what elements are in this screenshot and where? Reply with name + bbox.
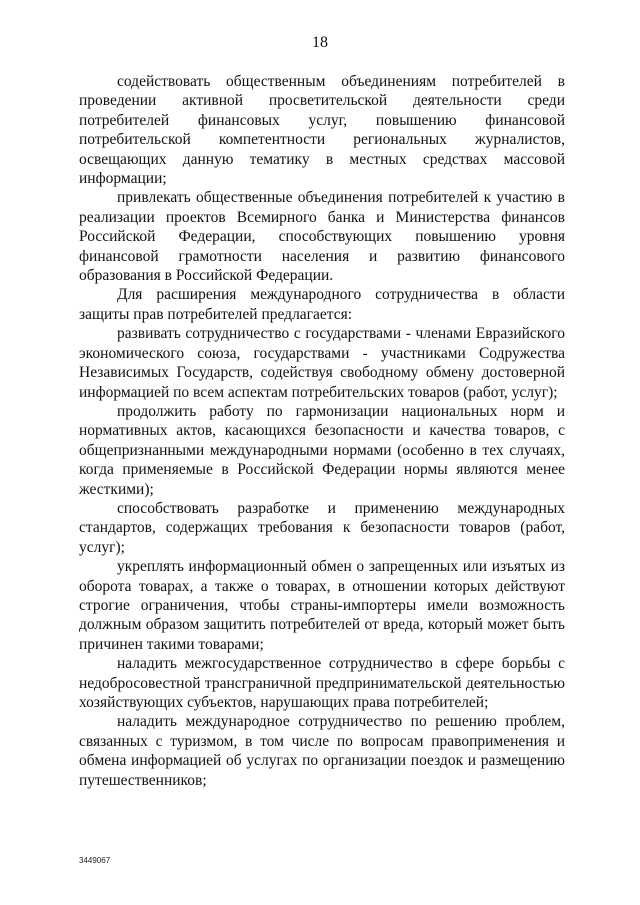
- paragraph-7: укреплять информационный обмен о запрещенных или изъятых из оборота товарах, а также о товарах, в отношении которых действуют строгие ограничения, чтобы страны-импортеры имели возможность должным образом защитить потребителей от вреда, который может быть причинен такими товарами;: [79, 558, 565, 653]
- paragraph-3: Для расширения международного сотрудничества в области защиты прав потребителей предлагается:: [79, 286, 565, 323]
- paragraph-2: привлекать общественные объединения потребителей к участию в реализации проектов Всемирного банка и Министерства финансов Российской Федерации, способствующих повышению уровня финансовой грамотности населения и развитию финансового образования в Российской Федерации.: [79, 189, 565, 285]
- paragraph-8: наладить межгосударственное сотрудничество в сфере борьбы с недобросовестной трансграничной предпринимательской деятельностью хозяйствующих субъектов, нарушающих права потребителей;: [79, 655, 565, 711]
- document-body: [79, 72, 565, 790]
- paragraph-9: наладить международное сотрудничество по решению проблем, связанных с туризмом, в том числе по вопросам правоприменения и обмена информацией об услугах по организации поездок и размещению путешественников;: [79, 713, 565, 789]
- page-number: 18: [312, 34, 328, 51]
- paragraph-1: содействовать общественным объединениям потребителей в проведении активной просветительской деятельности среди потребителей финансовых услуг, повышению финансовой потребительской компетентности региональных журналистов, освещающих данную тематику в местных средствах массовой информации;: [79, 73, 565, 188]
- document-code: 3449067: [79, 856, 111, 865]
- paragraph-5: продолжить работу по гармонизации национальных норм и нормативных актов, касающихся безопасности и качества товаров, с общепризнанными международными нормами (особенно в тех случаях, когда применяемые в Российской Федерации нормы являются менее жесткими);: [79, 402, 565, 498]
- paragraph-6: способствовать разработке и применению международных стандартов, содержащих требования к безопасности товаров (работ, услуг);: [79, 499, 565, 556]
- paragraph-4: развивать сотрудничество с государствами - членами Евразийского экономического союза, государствами - участниками Содружества Независимых Государств, содействуя свободному обмену достоверной информацией по всем аспектам потребительских товаров (работ, услуг);: [79, 325, 565, 401]
